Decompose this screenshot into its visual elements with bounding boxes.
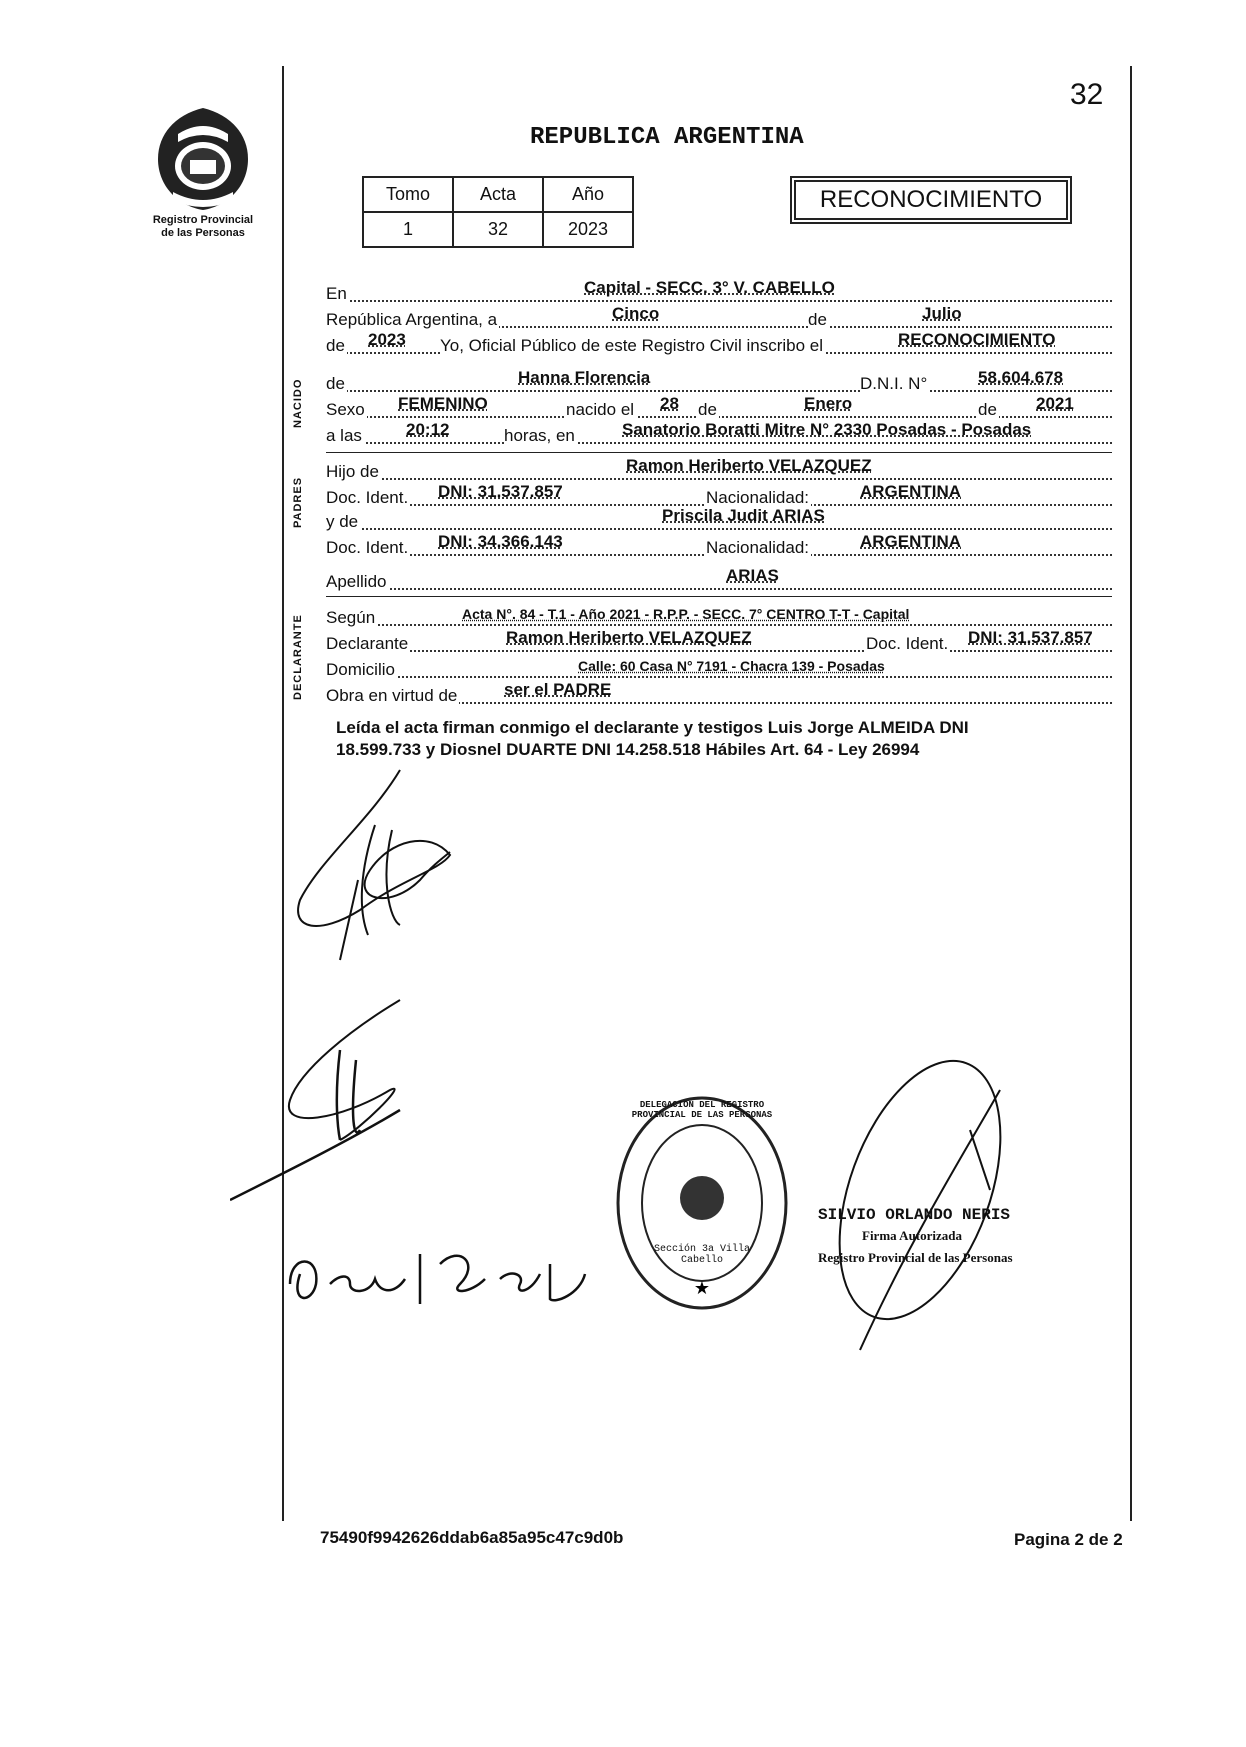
act-type-box: [794, 180, 1068, 220]
value-en: Capital - SECC. 3° V. CABELLO: [584, 278, 835, 297]
row-padre: [326, 458, 1112, 482]
row-hora: [326, 422, 1112, 446]
side-label-nacido: NACIDO: [292, 378, 304, 428]
coat-of-arms-icon: [148, 104, 258, 214]
label-nacionalidad-2: Nacionalidad:: [706, 538, 810, 557]
value-obra: ser el PADRE: [504, 680, 612, 699]
closing-statement-1: Leída el acta firman conmigo el declarante y testigos Luis Jorge ALMEIDA DNI: [336, 718, 969, 737]
row-nombre: [326, 370, 1112, 394]
official-seal: [614, 1094, 790, 1312]
row-fecha: [326, 306, 1112, 330]
label-horas: horas, en: [504, 426, 575, 445]
side-label-padres: PADRES: [292, 476, 304, 528]
value-padre-doc: DNI: 31.537.857: [438, 482, 563, 501]
value-domicilio: Calle: 60 Casa N° 7191 - Chacra 139 - Posadas: [578, 658, 885, 674]
dotted-line: [326, 442, 1112, 444]
document-hash: 75490f9942626ddab6a85a95c47c9d0b: [320, 1528, 624, 1547]
seal-outer-text: DELEGACION DEL REGISTRO PROVINCIAL DE LAS PERSONAS: [631, 1100, 773, 1120]
volume-table: [362, 176, 634, 248]
row-en: [326, 280, 1112, 304]
closing-statement-2: 18.599.733 y Diosnel DUARTE DNI 14.258.518 Hábiles Art. 64 - Ley 26994: [336, 740, 920, 759]
header-anio: Año: [543, 177, 633, 212]
value-dni: 58.604.678: [978, 368, 1064, 387]
value-apellido: ARIAS: [726, 566, 779, 585]
dotted-line: [326, 650, 1112, 652]
row-apellido: [326, 568, 1112, 592]
value-madre: Priscila Judit ARIAS: [662, 506, 825, 525]
value-madre-doc: DNI: 34.366.143: [438, 532, 563, 551]
row-madre: [326, 508, 1112, 532]
act-type-label: RECONOCIMIENTO: [819, 186, 1043, 213]
row-domicilio: [326, 656, 1112, 680]
value-declarante: Ramon Heriberto VELAZQUEZ: [506, 628, 752, 647]
right-margin-line: [1130, 66, 1132, 1521]
page-indicator: Pagina 2 de 2: [1014, 1530, 1123, 1549]
label-republica: República Argentina, a: [326, 310, 498, 329]
witness1-signature: [230, 990, 460, 1210]
row-obra: [326, 682, 1112, 706]
label-de-2: de: [326, 336, 345, 355]
value-nac-mes: Enero: [804, 394, 853, 413]
row-segun: [326, 604, 1112, 628]
label-dni: D.N.I. N°: [860, 374, 928, 393]
label-nacionalidad: Nacionalidad:: [706, 488, 810, 507]
value-nac-dia: 28: [660, 394, 679, 413]
official-name: SILVIO ORLANDO NERIS: [818, 1206, 1011, 1224]
row-sexo: [326, 396, 1112, 420]
row-madre-doc: [326, 534, 1112, 558]
value-hora: 20:12: [406, 420, 450, 439]
value-acta: 32: [453, 212, 543, 247]
label-alas: a las: [326, 426, 362, 445]
seal-inner-text: Sección 3a Villa Cabello: [653, 1244, 750, 1266]
page-title: REPUBLICA ARGENTINA: [530, 124, 804, 151]
label-sexo: Sexo: [326, 400, 365, 419]
value-padre-nac: ARGENTINA: [860, 482, 962, 501]
value-nac-anio: 2021: [1036, 394, 1074, 413]
label-domicilio: Domicilio: [326, 660, 395, 679]
declarante-signature: [280, 760, 500, 1000]
label-de: de: [808, 310, 827, 329]
value-lugar: Sanatorio Boratti Mitre N° 2330 Posadas - Posadas: [622, 420, 1032, 439]
section-divider-2: [326, 596, 1112, 597]
side-label-declarante: DECLARANTE: [292, 614, 304, 700]
label-obra: Obra en virtud de: [326, 686, 458, 705]
label-yde: y de: [326, 512, 359, 531]
label-doc-2: Doc. Ident.: [326, 538, 409, 557]
label-doc: Doc. Ident.: [326, 488, 409, 507]
dotted-line: [326, 588, 1112, 590]
label-en: En: [326, 284, 347, 303]
value-inscribo: RECONOCIMIENTO: [898, 330, 1056, 349]
value-padre: Ramon Heriberto VELAZQUEZ: [626, 456, 872, 475]
label-yo: Yo, Oficial Público de este Registro Civil inscribo el: [440, 336, 823, 355]
dotted-line: [326, 300, 1112, 302]
row-inscribo: [326, 332, 1112, 356]
label-declarante: Declarante: [326, 634, 409, 653]
value-anio: 2023: [368, 330, 406, 349]
dotted-line: [326, 528, 1112, 530]
label-hijo: Hijo de: [326, 462, 379, 481]
value-declarante-doc: DNI: 31.537.857: [968, 628, 1093, 647]
logo-caption-2: de las Personas: [161, 227, 245, 239]
registry-logo: [148, 104, 258, 214]
label-segun: Según: [326, 608, 376, 627]
dotted-line: [326, 478, 1112, 480]
label-de-5: de: [978, 400, 997, 419]
value-anio: 2023: [543, 212, 633, 247]
logo-caption-1: Registro Provincial: [152, 214, 254, 226]
label-nacido: nacido el: [566, 400, 635, 419]
svg-text:★: ★: [693, 1278, 711, 1299]
label-doc-3: Doc. Ident.: [866, 634, 949, 653]
value-nombre: Hanna Florencia: [518, 368, 651, 387]
label-apellido: Apellido: [326, 572, 387, 591]
row-declarante: [326, 630, 1112, 654]
section-divider-1: [326, 452, 1112, 453]
dotted-line: [326, 624, 1112, 626]
dotted-line: [326, 390, 1112, 392]
label-de-3: de: [326, 374, 345, 393]
row-padre-doc: [326, 484, 1112, 508]
value-sexo: FEMENINO: [398, 394, 488, 413]
dotted-line: [326, 676, 1112, 678]
official-org: Registro Provincial de las Personas: [818, 1250, 1013, 1265]
official-role: Firma Autorizada: [862, 1228, 963, 1243]
value-tomo: 1: [363, 212, 453, 247]
value-mes: Julio: [922, 304, 962, 323]
value-segun: Acta N°. 84 - T.1 - Año 2021 - R.P.P. - SECC. 7° CENTRO T-T - Capital: [462, 606, 910, 622]
value-dia: Cinco: [612, 304, 660, 323]
header-tomo: Tomo: [363, 177, 453, 212]
seal-icon: [614, 1094, 790, 1312]
value-madre-nac: ARGENTINA: [860, 532, 962, 551]
header-acta: Acta: [453, 177, 543, 212]
witness2-signature: [280, 1224, 600, 1324]
label-de-4: de: [698, 400, 717, 419]
page-number: 32: [1070, 78, 1104, 111]
